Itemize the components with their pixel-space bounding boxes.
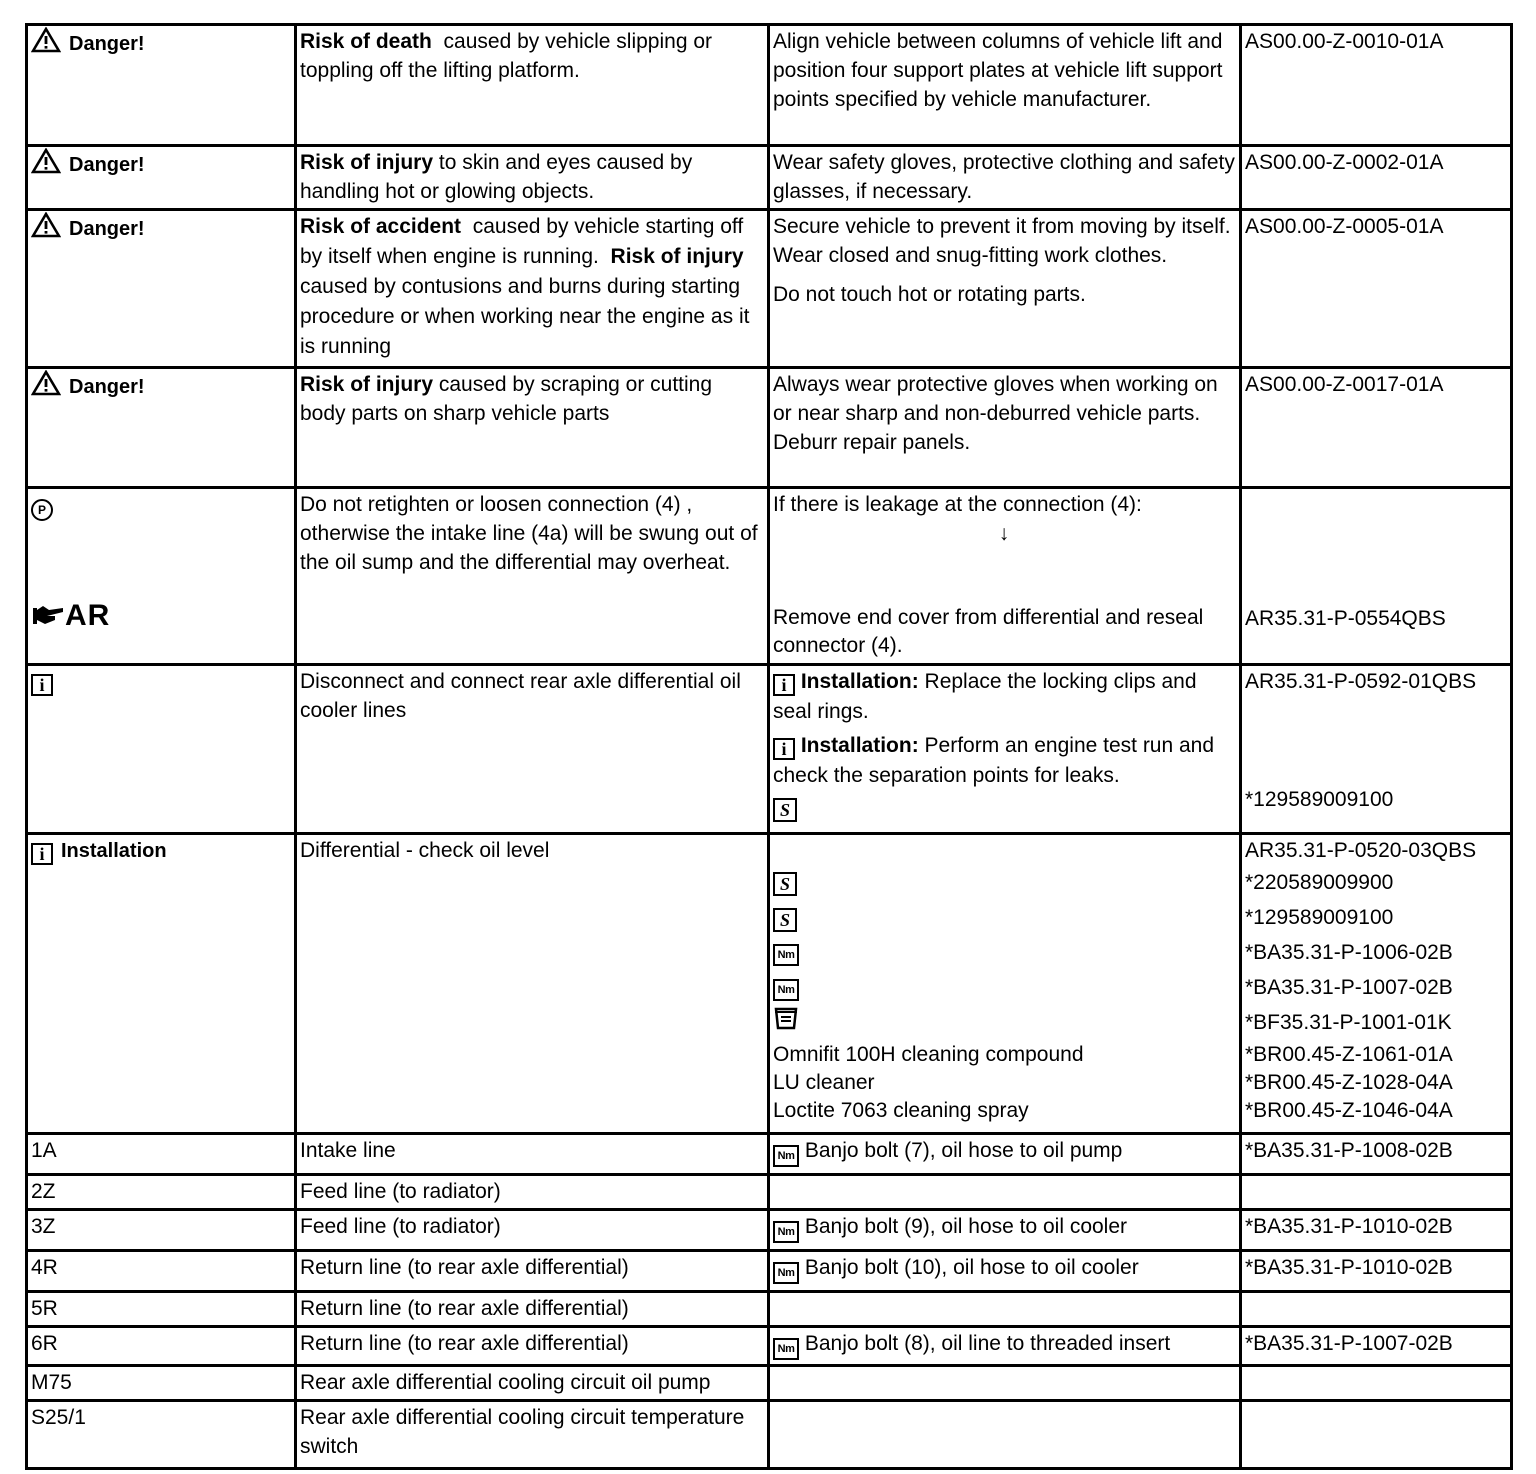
part-name: Return line (to rear axle differential) <box>296 1327 769 1366</box>
installation-description: Differential - check oil level <box>296 834 769 1134</box>
info-icon: i <box>31 674 53 696</box>
hazard-description <box>296 146 769 210</box>
torque-icon: Nm <box>773 1262 799 1284</box>
tool-number: *129589009100 <box>1245 906 1394 929</box>
part-row <box>27 1210 1512 1251</box>
part-code: 5R <box>27 1292 296 1327</box>
measure-line: Do not touch hot or rotating parts. <box>773 283 1086 306</box>
torque-icon: Nm <box>773 944 799 966</box>
measure-line: If there is leakage at the connection (4): <box>773 493 1142 516</box>
hazard-text: caused by vehicle starting off by itself when engine is running. <box>300 215 744 268</box>
part-row <box>27 1251 1512 1292</box>
hazard-text-2: caused by contusions and burns during starting procedure or when working near the engine as it is running <box>300 275 750 358</box>
doc-link[interactable]: AR35.31-P-0520-03QBS <box>1245 839 1477 862</box>
part-measure <box>769 1251 1241 1292</box>
part-row <box>27 1175 1512 1210</box>
warning-triangle-icon <box>31 148 61 174</box>
danger-label: Danger! <box>69 154 145 176</box>
part-code: 6R <box>27 1327 296 1366</box>
warning-triangle-icon <box>31 370 61 396</box>
safety-measure <box>769 210 1241 368</box>
hazard-description <box>296 25 769 146</box>
part-measure <box>769 1366 1241 1401</box>
danger-row <box>27 210 1512 368</box>
agent-reference[interactable]: *BR00.45-Z-1046-04A <box>1245 1099 1453 1122</box>
danger-label-cell <box>27 146 296 210</box>
torque-text: Banjo bolt (7), oil hose to oil pump <box>804 1139 1123 1162</box>
part-row <box>27 1401 1512 1469</box>
danger-label: Danger! <box>69 376 145 398</box>
part-name: Feed line (to radiator) <box>296 1175 769 1210</box>
measure-line: Wear closed and snug-fitting work clothes. <box>773 244 1168 267</box>
document-reference <box>1241 834 1512 1134</box>
torque-reference <box>1241 1366 1512 1401</box>
part-measure <box>769 1327 1241 1366</box>
tool-number: *220589009900 <box>1245 871 1394 894</box>
note-measure <box>769 488 1241 665</box>
measure-line: Secure vehicle to prevent it from moving by itself. <box>773 215 1231 238</box>
info-icon: i <box>773 674 795 696</box>
info-icon: i <box>31 843 53 865</box>
info-icon: i <box>773 738 795 760</box>
special-tool-icon: S <box>773 908 797 932</box>
document-reference: AS00.00-Z-0002-01A <box>1241 146 1512 210</box>
part-measure <box>769 1175 1241 1210</box>
part-code: S25/1 <box>27 1401 296 1469</box>
installation-items <box>769 834 1241 1134</box>
part-row <box>27 1134 1512 1175</box>
hazard-description <box>296 210 769 368</box>
safety-measure: Align vehicle between columns of vehicle lift and position four support plates at vehicle lift support points specified by vehicle manufacturer. <box>769 25 1241 146</box>
part-code: 4R <box>27 1251 296 1292</box>
part-name: Rear axle differential cooling circuit temperature switch <box>296 1401 769 1469</box>
danger-label: Danger! <box>69 218 145 240</box>
torque-text: Banjo bolt (8), oil line to threaded insert <box>804 1332 1171 1355</box>
part-name: Rear axle differential cooling circuit oil pump <box>296 1366 769 1401</box>
installation-label: Installation: <box>800 734 919 757</box>
measure-line: Deburr repair panels. <box>773 431 971 454</box>
hazard-text: caused by scraping or cutting body parts on sharp vehicle parts <box>300 373 713 425</box>
info-row <box>27 665 1512 834</box>
safety-measure: Wear safety gloves, protective clothing and safety glasses, if necessary. <box>769 146 1241 210</box>
danger-label-cell <box>27 25 296 146</box>
hazard-title: Risk of injury <box>300 373 434 396</box>
part-name: Feed line (to radiator) <box>296 1210 769 1251</box>
torque-text: Banjo bolt (10), oil hose to oil cooler <box>804 1256 1139 1279</box>
part-measure <box>769 1292 1241 1327</box>
part-code: 3Z <box>27 1210 296 1251</box>
torque-reference[interactable]: *BA35.31-P-1008-02B <box>1241 1134 1512 1175</box>
warning-triangle-icon <box>31 212 61 238</box>
torque-reference <box>1241 1401 1512 1469</box>
installation-label: Installation: <box>800 670 919 693</box>
part-measure <box>769 1210 1241 1251</box>
special-tool-icon: S <box>773 872 797 896</box>
part-code: 1A <box>27 1134 296 1175</box>
document-reference <box>1241 488 1512 665</box>
measure-line: Always wear protective gloves when working on or near sharp and non-deburred vehicle parts. <box>773 373 1218 425</box>
agent-reference[interactable]: *BR00.45-Z-1028-04A <box>1245 1071 1453 1094</box>
installation-text: Replace the locking clips and seal rings. <box>773 670 1197 723</box>
document-reference: AS00.00-Z-0005-01A <box>1241 210 1512 368</box>
cleaning-agent: LU cleaner <box>773 1071 875 1094</box>
torque-reference[interactable]: *BA35.31-P-1007-02B <box>1245 976 1453 999</box>
torque-reference[interactable]: *BA35.31-P-1006-02B <box>1245 941 1453 964</box>
note-row <box>27 488 1512 665</box>
hazard-title: Risk of death <box>300 30 432 53</box>
installation-label-cell <box>27 834 296 1134</box>
part-measure <box>769 1401 1241 1469</box>
doc-link[interactable]: AR35.31-P-0592-01QBS <box>1245 670 1477 693</box>
safety-measure <box>769 368 1241 488</box>
part-name: Intake line <box>296 1134 769 1175</box>
fluid-container-icon <box>773 1006 799 1030</box>
danger-label-cell <box>27 368 296 488</box>
part-row <box>27 1292 1512 1327</box>
note-icon: P <box>31 499 53 521</box>
note-label-cell <box>27 488 296 665</box>
torque-icon: Nm <box>773 979 799 1001</box>
torque-reference[interactable]: *BA35.31-P-1010-02B <box>1241 1210 1512 1251</box>
part-row <box>27 1366 1512 1401</box>
fluid-reference[interactable]: *BF35.31-P-1001-01K <box>1245 1011 1452 1034</box>
part-name: Return line (to rear axle differential) <box>296 1292 769 1327</box>
torque-reference <box>1241 1292 1512 1327</box>
torque-icon: Nm <box>773 1145 799 1167</box>
part-measure <box>769 1134 1241 1175</box>
info-measure <box>769 665 1241 834</box>
document-reference: AS00.00-Z-0017-01A <box>1241 368 1512 488</box>
down-arrow-icon: ↓ <box>998 522 1010 545</box>
torque-text: Banjo bolt (9), oil hose to oil cooler <box>804 1215 1128 1238</box>
cleaning-agent: Omnifit 100H cleaning compound <box>773 1043 1084 1066</box>
part-name: Return line (to rear axle differential) <box>296 1251 769 1292</box>
torque-reference[interactable]: *BA35.31-P-1010-02B <box>1241 1251 1512 1292</box>
hazard-text: to skin and eyes caused by handling hot or glowing objects. <box>300 151 693 203</box>
note-description: Do not retighten or loosen connection (4) , otherwise the intake line (4a) will be swung out of the oil sump and the differential may overheat. <box>296 488 769 665</box>
cleaning-agent: Loctite 7063 cleaning spray <box>773 1099 1029 1122</box>
part-code: 2Z <box>27 1175 296 1210</box>
hazard-title-2: Risk of injury <box>610 245 744 268</box>
info-description: Disconnect and connect rear axle differential oil cooler lines <box>296 665 769 834</box>
part-row <box>27 1327 1512 1366</box>
hazard-title: Risk of accident <box>300 215 462 238</box>
hazard-title: Risk of injury <box>300 151 434 174</box>
danger-label: Danger! <box>69 33 145 55</box>
warning-triangle-icon <box>31 27 61 53</box>
danger-row <box>27 25 1512 146</box>
danger-row <box>27 146 1512 210</box>
part-code: M75 <box>27 1366 296 1401</box>
torque-icon: Nm <box>773 1221 799 1243</box>
torque-icon: Nm <box>773 1338 799 1360</box>
document-reference <box>1241 665 1512 834</box>
repair-instructions-table <box>25 23 1513 1470</box>
hazard-description <box>296 368 769 488</box>
installation-text: Perform an engine test run and check the separation points for leaks. <box>773 734 1215 787</box>
installation-label: Installation <box>61 840 167 862</box>
danger-row <box>27 368 1512 488</box>
torque-reference[interactable]: *BA35.31-P-1007-02B <box>1241 1327 1512 1366</box>
hazard-text: caused by vehicle slipping or toppling off the lifting platform. <box>300 30 713 82</box>
torque-reference <box>1241 1175 1512 1210</box>
special-tool-icon: S <box>773 798 797 822</box>
info-label-cell <box>27 665 296 834</box>
document-reference: AS00.00-Z-0010-01A <box>1241 25 1512 146</box>
pointing-hand-icon <box>31 602 65 628</box>
ar-doc-link[interactable]: AR35.31-P-0554QBS <box>1245 607 1446 630</box>
ar-label: AR <box>65 599 111 632</box>
danger-label-cell <box>27 210 296 368</box>
installation-row <box>27 834 1512 1134</box>
measure-line: Remove end cover from differential and reseal connector (4). <box>773 606 1204 657</box>
tool-number: *129589009100 <box>1245 788 1394 811</box>
agent-reference[interactable]: *BR00.45-Z-1061-01A <box>1245 1043 1453 1066</box>
ar-reference <box>31 601 110 633</box>
